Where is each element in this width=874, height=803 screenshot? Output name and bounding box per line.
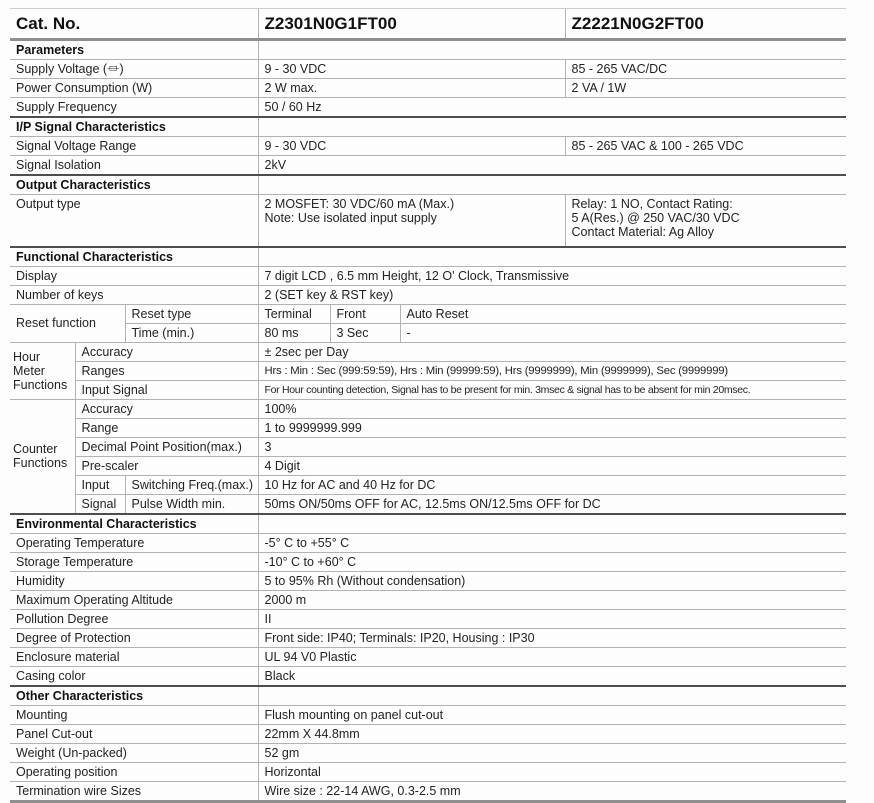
row-counter-accuracy <box>10 399 846 418</box>
row-label: Degree of Protection <box>10 628 258 647</box>
spec-table <box>10 8 846 803</box>
section-title-spacer <box>258 686 846 706</box>
section-output <box>10 175 846 195</box>
row-value-model2: 85 - 265 VAC/DC <box>565 60 846 79</box>
counter-input-word: Input <box>75 475 125 494</box>
row-value: 2kV <box>258 156 846 176</box>
row-counter-pulse-width <box>10 494 846 514</box>
row-hour-input-signal <box>10 380 846 399</box>
row-counter-range <box>10 418 846 437</box>
row-operating-temperature <box>10 533 846 552</box>
row-value: 3 <box>258 437 846 456</box>
row-label: Decimal Point Position(max.) <box>75 437 258 456</box>
row-label: Operating Temperature <box>10 533 258 552</box>
row-value-model1: 9 - 30 VDC <box>258 137 565 156</box>
reset-time-front: 3 Sec <box>330 323 400 342</box>
counter-signal-word: Signal <box>75 494 125 514</box>
counter-group-label: Counter Functions <box>10 399 75 514</box>
row-label: Supply Frequency <box>10 98 258 118</box>
row-value: 10 Hz for AC and 40 Hz for DC <box>258 475 846 494</box>
reset-function-label: Reset function <box>10 304 125 342</box>
row-label: Storage Temperature <box>10 552 258 571</box>
section-title: Environmental Characteristics <box>10 514 258 534</box>
reset-col-terminal: Terminal <box>258 304 330 323</box>
row-value-model1 <box>258 195 565 247</box>
row-value: 50ms ON/50ms OFF for AC, 12.5ms ON/12.5ms OFF for DC <box>258 494 846 514</box>
row-pollution-degree <box>10 609 846 628</box>
row-label: Enclosure material <box>10 647 258 666</box>
row-value: 50 / 60 Hz <box>258 98 846 118</box>
row-value: Flush mounting on panel cut-out <box>258 705 846 724</box>
output-type-m2-line2: 5 A(Res.) @ 250 VAC/30 VDC <box>571 211 740 225</box>
section-ip-signal <box>10 117 846 137</box>
model-2-header: Z2221N0G2FT00 <box>565 9 846 40</box>
row-signal-isolation <box>10 156 846 176</box>
row-value: II <box>258 609 846 628</box>
row-weight <box>10 743 846 762</box>
row-value: 7 digit LCD , 6.5 mm Height, 12 O' Clock, Transmissive <box>258 266 846 285</box>
row-storage-temperature <box>10 552 846 571</box>
row-humidity <box>10 571 846 590</box>
section-title: I/P Signal Characteristics <box>10 117 258 137</box>
row-label: Pulse Width min. <box>125 494 258 514</box>
row-power-consumption <box>10 79 846 98</box>
reset-col-auto: Auto Reset <box>400 304 846 323</box>
row-label: Signal Isolation <box>10 156 258 176</box>
row-value: 4 Digit <box>258 456 846 475</box>
hour-meter-group-label: Hour Meter Functions <box>10 342 75 399</box>
row-value: For Hour counting detection, Signal has to be present for min. 3msec & signal has to be absent for min 20msec. <box>258 380 846 399</box>
output-type-m2-line1: Relay: 1 NO, Contact Rating: <box>571 197 733 211</box>
row-value: 22mm X 44.8mm <box>258 724 846 743</box>
row-label: Mounting <box>10 705 258 724</box>
row-reset-time <box>10 323 846 342</box>
section-functional <box>10 247 846 267</box>
row-label: Input Signal <box>75 380 258 399</box>
row-label: Switching Freq.(max.) <box>125 475 258 494</box>
model-1-header: Z2301N0G1FT00 <box>258 9 565 40</box>
row-label: Range <box>75 418 258 437</box>
section-title: Parameters <box>10 40 258 60</box>
reset-time-terminal: 80 ms <box>258 323 330 342</box>
row-label: Number of keys <box>10 285 258 304</box>
row-value: Wire size : 22-14 AWG, 0.3-2.5 mm <box>258 781 846 801</box>
row-counter-decimal <box>10 437 846 456</box>
row-reset-type <box>10 304 846 323</box>
row-number-of-keys <box>10 285 846 304</box>
row-supply-frequency <box>10 98 846 118</box>
row-value-model1: 9 - 30 VDC <box>258 60 565 79</box>
row-termination-wire-sizes <box>10 781 846 801</box>
row-hour-ranges <box>10 361 846 380</box>
section-title: Functional Characteristics <box>10 247 258 267</box>
row-label: Pre-scaler <box>75 456 258 475</box>
row-degree-of-protection <box>10 628 846 647</box>
row-label: Termination wire Sizes <box>10 781 258 801</box>
row-counter-switching-freq <box>10 475 846 494</box>
row-label: Supply Voltage (⏛) <box>10 60 258 79</box>
row-casing-color <box>10 666 846 686</box>
row-label: Pollution Degree <box>10 609 258 628</box>
row-mounting <box>10 705 846 724</box>
row-value-model2 <box>565 195 846 247</box>
row-value-model1: 2 W max. <box>258 79 565 98</box>
output-type-m2-line3: Contact Material: Ag Alloy <box>571 225 714 239</box>
reset-type-label: Reset type <box>125 304 258 323</box>
row-label: Accuracy <box>75 399 258 418</box>
row-enclosure-material <box>10 647 846 666</box>
section-other <box>10 686 846 706</box>
cat-no-header: Cat. No. <box>10 9 258 40</box>
row-value: -5° C to +55° C <box>258 533 846 552</box>
section-title-spacer <box>258 247 846 267</box>
row-label: Signal Voltage Range <box>10 137 258 156</box>
row-operating-position <box>10 762 846 781</box>
section-parameters <box>10 40 846 60</box>
row-value: ± 2sec per Day <box>258 342 846 361</box>
section-title: Output Characteristics <box>10 175 258 195</box>
row-label: Panel Cut-out <box>10 724 258 743</box>
output-type-m1-line1: 2 MOSFET: 30 VDC/60 mA (Max.) <box>264 197 455 211</box>
row-value: -10° C to +60° C <box>258 552 846 571</box>
row-panel-cut-out <box>10 724 846 743</box>
row-value: Hrs : Min : Sec (999:59:59), Hrs : Min (99999:59), Hrs (9999999), Min (9999999), Sec (9999999) <box>258 361 846 380</box>
row-value: 100% <box>258 399 846 418</box>
row-label: Power Consumption (W) <box>10 79 258 98</box>
row-output-type <box>10 195 846 247</box>
row-value-model2: 85 - 265 VAC & 100 - 265 VDC <box>565 137 846 156</box>
row-label: Weight (Un-packed) <box>10 743 258 762</box>
row-value: 5 to 95% Rh (Without condensation) <box>258 571 846 590</box>
row-counter-prescaler <box>10 456 846 475</box>
section-title-spacer <box>258 40 846 60</box>
row-hour-accuracy <box>10 342 846 361</box>
row-value: UL 94 V0 Plastic <box>258 647 846 666</box>
reset-time-label: Time (min.) <box>125 323 258 342</box>
row-label: Humidity <box>10 571 258 590</box>
row-value: Front side: IP40; Terminals: IP20, Housing : IP30 <box>258 628 846 647</box>
row-supply-voltage <box>10 60 846 79</box>
row-value: 2 (SET key & RST key) <box>258 285 846 304</box>
row-value: Horizontal <box>258 762 846 781</box>
section-title-spacer <box>258 514 846 534</box>
row-value-model2: 2 VA / 1W <box>565 79 846 98</box>
row-label: Display <box>10 266 258 285</box>
row-max-operating-altitude <box>10 590 846 609</box>
row-label: Maximum Operating Altitude <box>10 590 258 609</box>
row-signal-voltage-range <box>10 137 846 156</box>
row-display <box>10 266 846 285</box>
reset-col-front: Front <box>330 304 400 323</box>
row-value: 1 to 9999999.999 <box>258 418 846 437</box>
row-value: Black <box>258 666 846 686</box>
section-title-spacer <box>258 175 846 195</box>
row-value: 52 gm <box>258 743 846 762</box>
row-label: Accuracy <box>75 342 258 361</box>
row-label: Casing color <box>10 666 258 686</box>
row-label: Ranges <box>75 361 258 380</box>
catalog-header-row <box>10 9 846 40</box>
section-environmental <box>10 514 846 534</box>
row-label: Operating position <box>10 762 258 781</box>
section-title-spacer <box>258 117 846 137</box>
row-label: Output type <box>10 195 258 247</box>
row-value: 2000 m <box>258 590 846 609</box>
reset-time-auto: - <box>400 323 846 342</box>
section-title: Other Characteristics <box>10 686 258 706</box>
output-type-m1-line2: Note: Use isolated input supply <box>264 211 437 225</box>
